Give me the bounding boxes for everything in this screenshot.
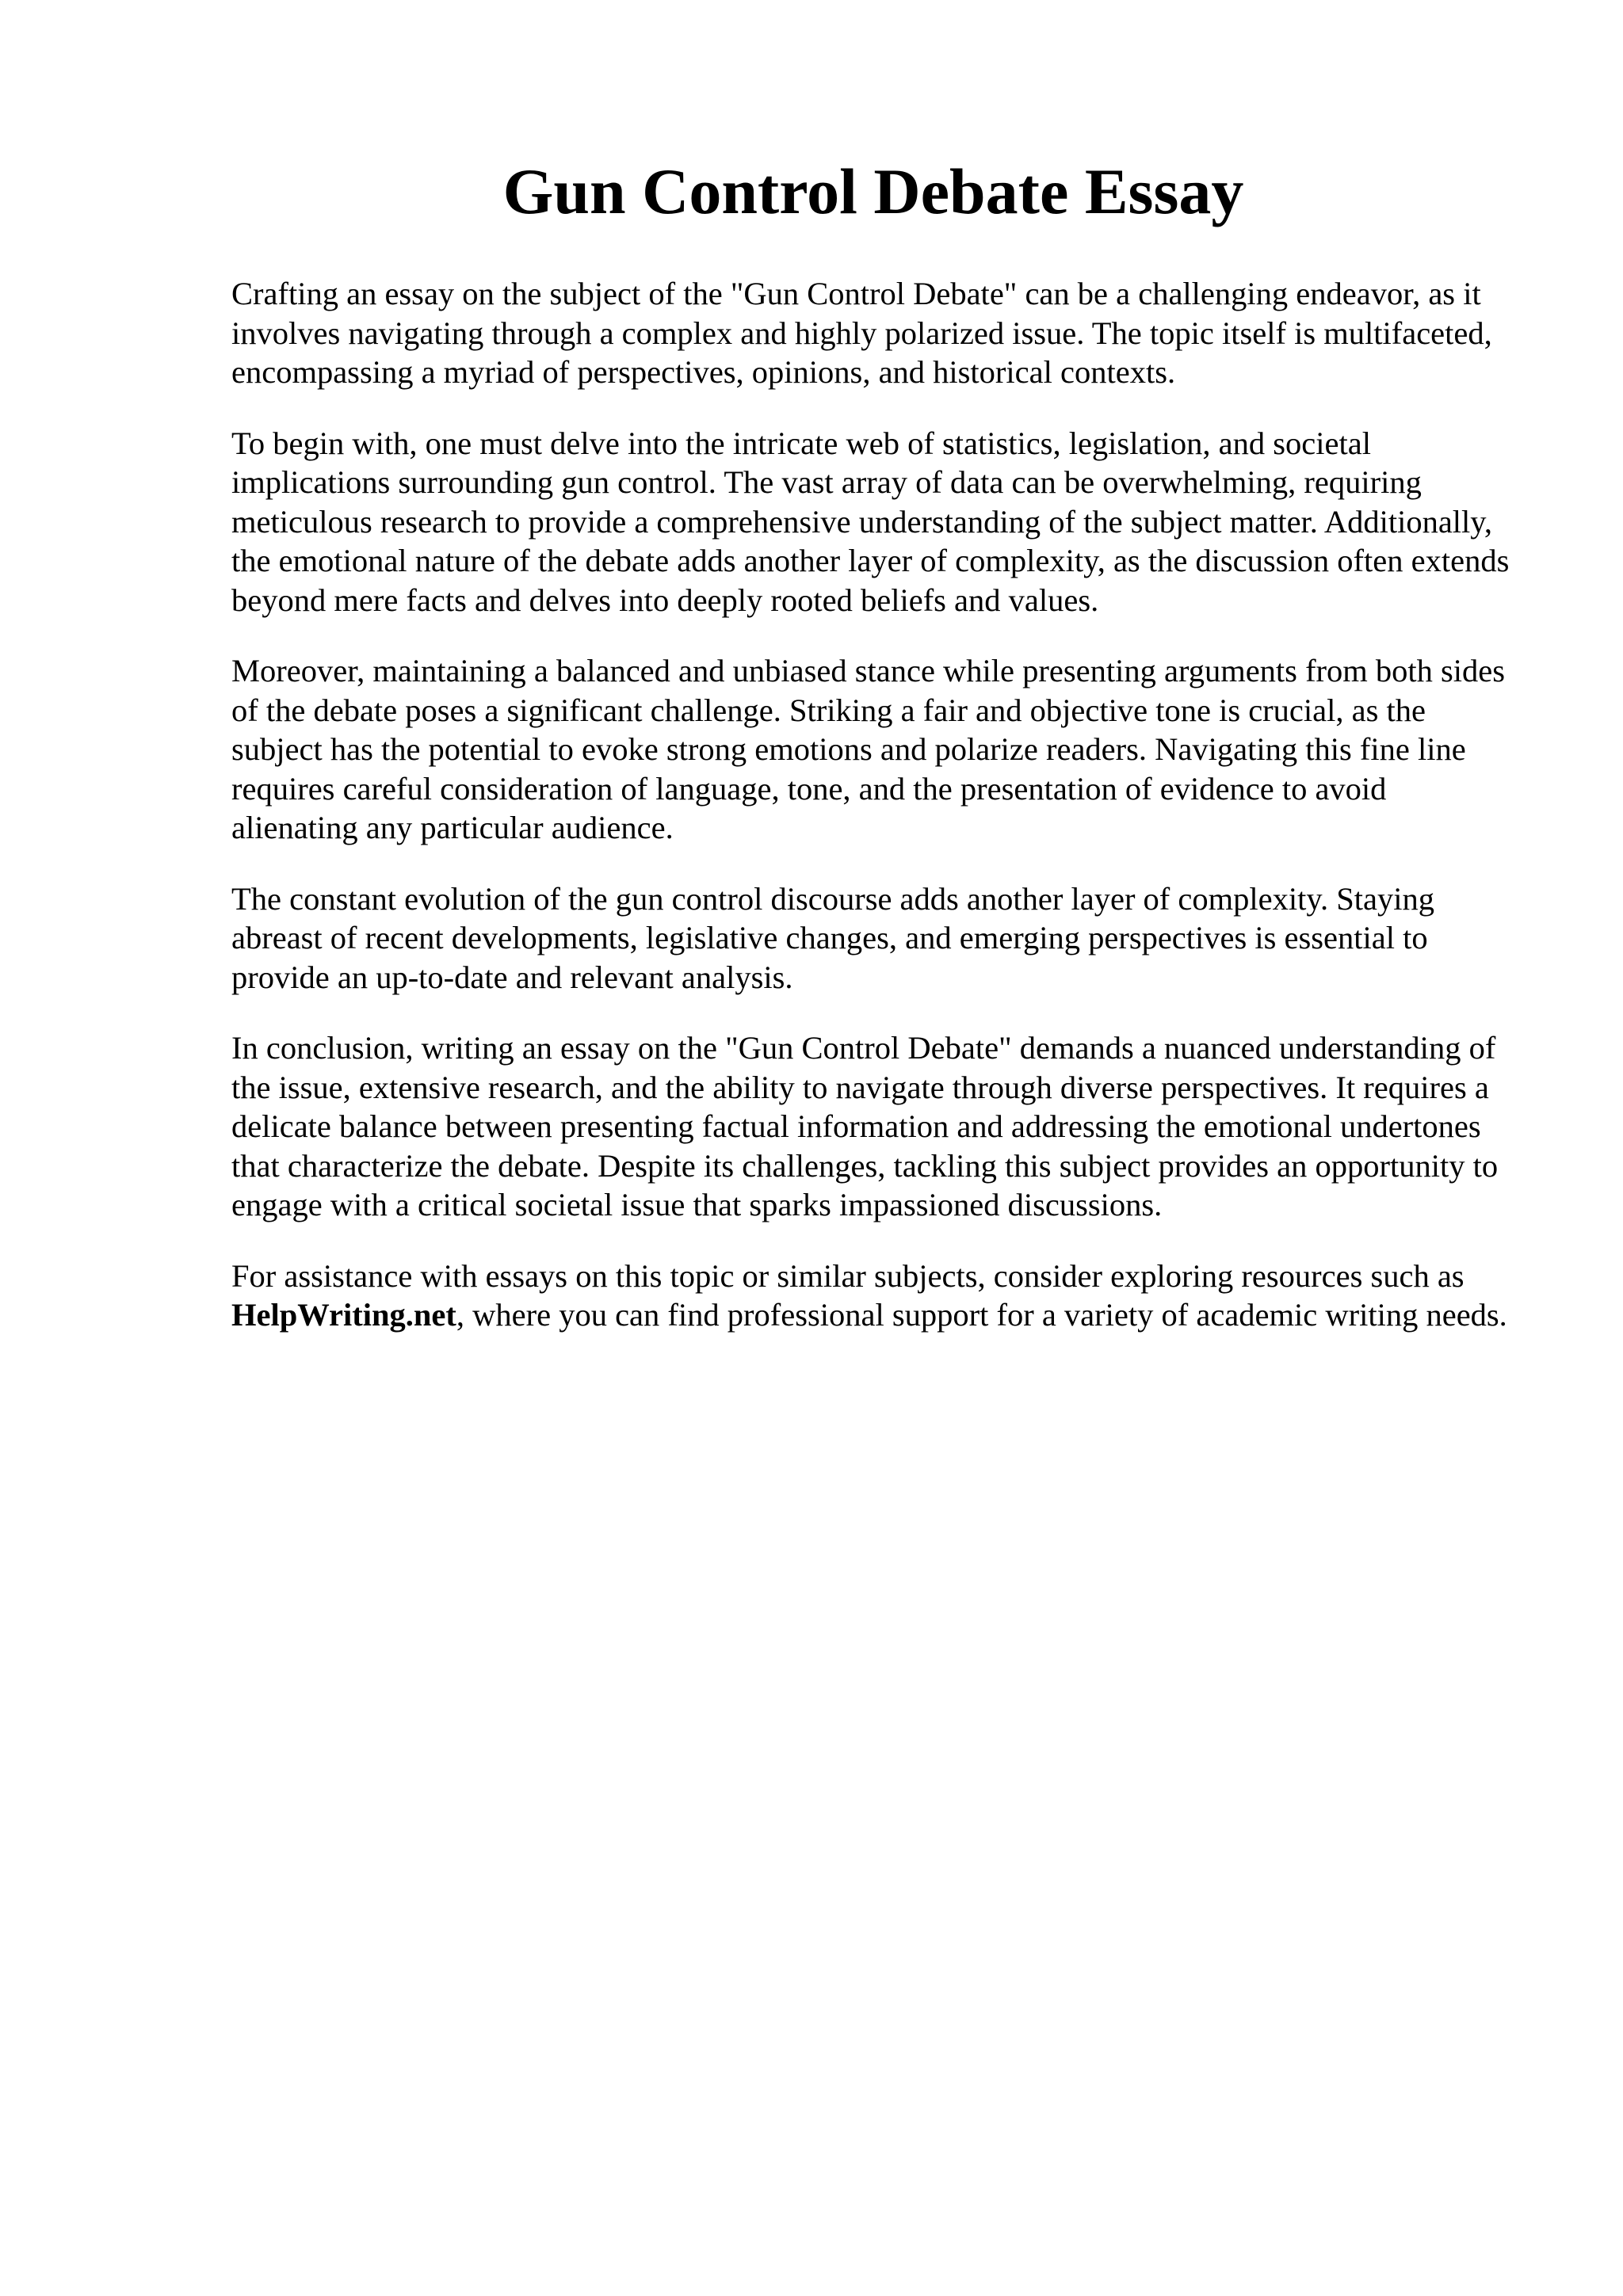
paragraph-research: To begin with, one must delve into the intricate web of statistics, legislation, and societal implications surrounding gun control. The vast array of data can be overwhelming, requiring meticulous research to provide a comprehensive understanding of the subject matter. Additionally, the emotional nature of the debate adds another layer of complexity, as the discussion often extends beyond mere facts and delves into deeply rooted beliefs and values. [231,425,1510,618]
helpwriting-link[interactable]: HelpWriting.net [231,1297,456,1333]
paragraph-balance: Moreover, maintaining a balanced and unbiased stance while presenting arguments from both sides of the debate poses a significant challenge. Striking a fair and objective tone is crucial, as the subject has the potential to evoke strong emotions and polarize readers. Navigating this fine line requires careful consideration of language, tone, and the presentation of evidence to avoid alienating any particular audience. [231,653,1506,845]
paragraph-intro: Crafting an essay on the subject of the "Gun Control Debate" can be a challenging endeavor, as it involves navigating through a complex and highly polarized issue. The topic itself is multifaceted, encompassing a myriad of perspectives, opinions, and historical contexts. [231,276,1492,390]
document-content [231,151,1515,1367]
paragraph-closing [231,1257,1515,1335]
paragraph-evolution: The constant evolution of the gun control discourse adds another layer of complexity. Staying abreast of recent developments, legislative changes, and emerging perspectives is essential to provide an up-to-date and relevant analysis. [231,880,1434,995]
closing-text-after: , where you can find professional support for a variety of academic writing needs. [456,1297,1507,1333]
document-title: Gun Control Debate Essay [502,155,1244,227]
paragraph-conclusion: In conclusion, writing an essay on the "Gun Control Debate" demands a nuanced understanding of the issue, extensive research, and the ability to navigate through diverse perspectives. It requires a delicate balance between presenting factual information and addressing the emotional undertones that characterize the debate. Despite its challenges, tackling this subject provides an opportunity to engage with a critical societal issue that sparks impassioned discussions. [231,1030,1499,1222]
closing-text-before: For assistance with essays on this topic or similar subjects, consider exploring resources such as [231,1257,1465,1294]
